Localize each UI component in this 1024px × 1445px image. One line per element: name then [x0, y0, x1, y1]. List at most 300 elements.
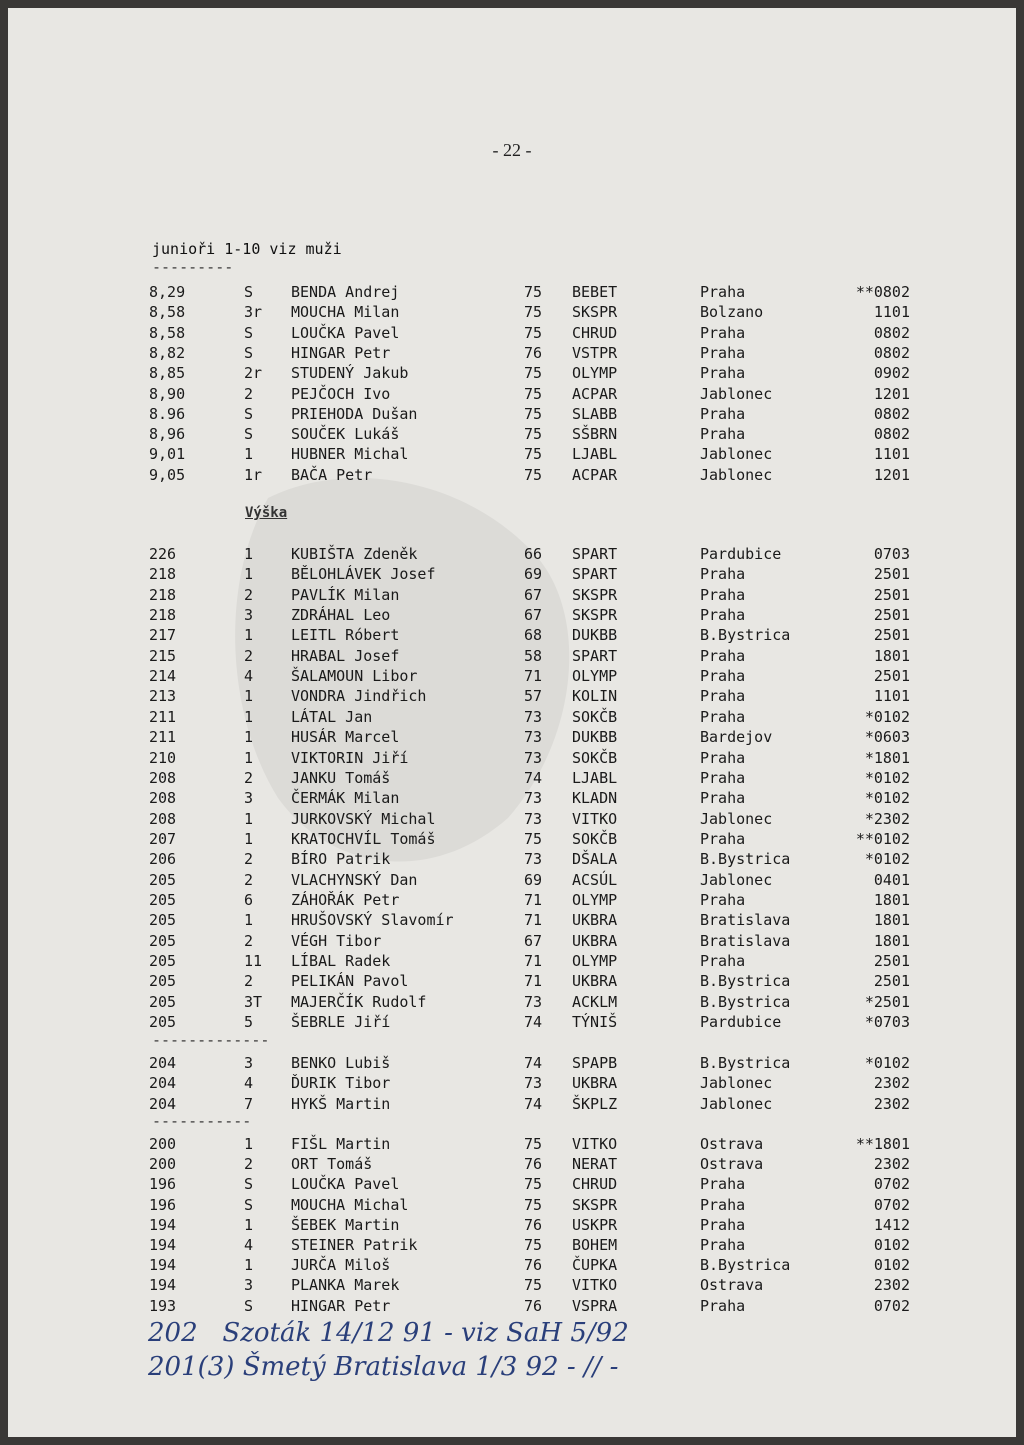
cell-date: *0102 — [864, 768, 910, 787]
cell-name: HYKŠ Martin — [291, 1094, 391, 1113]
cell-city: Bratislava — [700, 911, 791, 930]
cell-place: 3 — [244, 606, 254, 625]
cell-year: 75 — [524, 465, 543, 484]
cell-club: UKBRA — [572, 911, 618, 930]
cell-place: 3 — [244, 1054, 254, 1072]
cell-city: Praha — [700, 1236, 746, 1254]
cell-val: 196 — [149, 1195, 177, 1214]
cell-name: HRUŠOVSKÝ Slavomír — [291, 911, 454, 930]
table-row — [8, 769, 1016, 789]
cell-city: Jablonec — [700, 1094, 773, 1113]
cell-date: *0102 — [864, 1054, 910, 1072]
cell-club: SPART — [572, 565, 618, 584]
cell-city: Pardubice — [700, 1013, 782, 1032]
cell-val: 204 — [149, 1054, 177, 1072]
cell-club: ACKLM — [572, 992, 618, 1011]
cell-city: B.Bystrica — [700, 1256, 791, 1275]
cell-city: Praha — [700, 404, 746, 423]
cell-city: Praha — [700, 323, 746, 342]
cell-name: STUDENÝ Jakub — [291, 364, 409, 383]
cell-date: *2501 — [864, 992, 910, 1011]
cell-year: 71 — [524, 890, 543, 909]
cell-city: B.Bystrica — [700, 992, 791, 1011]
cell-val: 8,82 — [149, 343, 186, 362]
table-row — [8, 1276, 1016, 1296]
separator-rule-1: ------------- — [152, 1031, 270, 1049]
cell-name: LOUČKA Pavel — [291, 323, 400, 342]
cell-place: 5 — [244, 1013, 254, 1032]
cell-club: BOHEM — [572, 1236, 618, 1254]
cell-val: 9,01 — [149, 445, 186, 464]
cell-club: TÝNIŠ — [572, 1013, 618, 1032]
cell-year: 74 — [524, 1054, 543, 1072]
cell-year: 75 — [524, 1236, 543, 1254]
cell-club: OLYMP — [572, 364, 618, 383]
table-row — [8, 972, 1016, 992]
table-row — [8, 545, 1016, 565]
table-row — [8, 586, 1016, 606]
cell-year: 57 — [524, 687, 543, 706]
cell-val: 9,05 — [149, 465, 186, 484]
cell-val: 211 — [149, 728, 177, 747]
cell-year: 66 — [524, 545, 543, 563]
cell-date: 1101 — [873, 303, 910, 322]
cell-club: VITKO — [572, 1276, 618, 1295]
cell-city: Bardejov — [700, 728, 773, 747]
cell-date: **1801 — [855, 1135, 910, 1153]
cell-place: S — [244, 323, 254, 342]
cell-val: 204 — [149, 1074, 177, 1093]
cell-place: 2 — [244, 384, 254, 403]
cell-club: OLYMP — [572, 667, 618, 686]
cell-year: 76 — [524, 1215, 543, 1234]
cell-club: VITKO — [572, 809, 618, 828]
cell-city: Praha — [700, 364, 746, 383]
cell-place: 1 — [244, 911, 254, 930]
cell-year: 71 — [524, 952, 543, 970]
cell-date: 2501 — [873, 667, 910, 686]
cell-name: ĎURIK Tibor — [291, 1074, 391, 1093]
table-row — [8, 647, 1016, 667]
list-heading: junioři 1-10 viz muži — [152, 240, 342, 258]
cell-city: Praha — [700, 565, 746, 584]
cell-year: 75 — [524, 364, 543, 383]
cell-city: Praha — [700, 829, 746, 848]
cell-year: 67 — [524, 931, 543, 950]
cell-name: JANKU Tomáš — [291, 768, 391, 787]
cell-club: KLADN — [572, 789, 618, 808]
cell-city: Praha — [700, 606, 746, 625]
cell-place: 3T — [244, 992, 263, 1011]
cell-val: 208 — [149, 768, 177, 787]
table-row — [8, 891, 1016, 911]
cell-year: 74 — [524, 768, 543, 787]
cell-club: NERAT — [572, 1155, 618, 1174]
table-row — [8, 364, 1016, 384]
cell-year: 73 — [524, 850, 543, 869]
handwritten-note-1: 202 Szoták 14/12 91 - viz SaH 5/92 — [148, 1318, 629, 1348]
cell-date: 2501 — [873, 952, 910, 970]
table-row — [8, 993, 1016, 1013]
table-row — [8, 606, 1016, 626]
cell-year: 76 — [524, 1155, 543, 1174]
cell-club: UKBRA — [572, 972, 618, 991]
cell-club: OLYMP — [572, 890, 618, 909]
cell-city: Praha — [700, 1215, 746, 1234]
cell-year: 74 — [524, 1094, 543, 1113]
cell-name: BÍRO Patrik — [291, 850, 391, 869]
cell-place: 2 — [244, 870, 254, 889]
cell-club: ČUPKA — [572, 1256, 618, 1275]
cell-val: 205 — [149, 952, 177, 970]
cell-place: S — [244, 343, 254, 362]
cell-place: 1 — [244, 829, 254, 848]
cell-val: 218 — [149, 606, 177, 625]
cell-club: ACSÚL — [572, 870, 618, 889]
cell-club: DUKBB — [572, 626, 618, 645]
table-row — [8, 324, 1016, 344]
cell-club: SKSPR — [572, 585, 618, 604]
table-row — [8, 466, 1016, 486]
cell-date: 0802 — [873, 323, 910, 342]
cell-val: 207 — [149, 829, 177, 848]
cell-date: 2302 — [873, 1094, 910, 1113]
cell-club: SOKČB — [572, 829, 618, 848]
cell-date: 1101 — [873, 445, 910, 464]
cell-name: ZDRÁHAL Leo — [291, 606, 391, 625]
document-page — [8, 8, 1016, 1437]
cell-club: DUKBB — [572, 728, 618, 747]
cell-club: OLYMP — [572, 952, 618, 970]
cell-name: MOUCHA Michal — [291, 1195, 409, 1214]
cell-val: 226 — [149, 545, 177, 563]
cell-place: 7 — [244, 1094, 254, 1113]
cell-place: S — [244, 1195, 254, 1214]
cell-year: 58 — [524, 646, 543, 665]
cell-name: HUSÁR Marcel — [291, 728, 400, 747]
cell-city: Ostrava — [700, 1155, 764, 1174]
cell-val: 193 — [149, 1296, 177, 1315]
cell-place: 2r — [244, 364, 263, 383]
cell-date: *0102 — [864, 707, 910, 726]
cell-name: BENKO Lubiš — [291, 1054, 391, 1072]
cell-place: 4 — [244, 667, 254, 686]
cell-city: Praha — [700, 890, 746, 909]
cell-date: 2501 — [873, 626, 910, 645]
cell-date: *0603 — [864, 728, 910, 747]
cell-year: 73 — [524, 1074, 543, 1093]
cell-year: 75 — [524, 323, 543, 342]
table-row — [8, 1074, 1016, 1094]
section-title-high-jump: Výška — [245, 505, 288, 521]
cell-place: 1 — [244, 1215, 254, 1234]
cell-name: KUBIŠTA Zdeněk — [291, 545, 418, 563]
cell-year: 69 — [524, 565, 543, 584]
cell-date: **0102 — [855, 829, 910, 848]
cell-city: Praha — [700, 343, 746, 362]
cell-club: UKBRA — [572, 931, 618, 950]
cell-place: S — [244, 425, 254, 444]
cell-name: ČERMÁK Milan — [291, 789, 400, 808]
cell-year: 73 — [524, 809, 543, 828]
table-row — [8, 1175, 1016, 1195]
cell-val: 194 — [149, 1236, 177, 1254]
cell-year: 73 — [524, 707, 543, 726]
cell-date: 0102 — [873, 1236, 910, 1254]
cell-year: 75 — [524, 1135, 543, 1153]
cell-date: 0401 — [873, 870, 910, 889]
cell-val: 210 — [149, 748, 177, 767]
cell-val: 200 — [149, 1155, 177, 1174]
cell-place: 1 — [244, 545, 254, 563]
cell-date: 0102 — [873, 1256, 910, 1275]
cell-name: STEINER Patrik — [291, 1236, 418, 1254]
table-row — [8, 850, 1016, 870]
cell-club: SKSPR — [572, 606, 618, 625]
cell-place: 11 — [244, 952, 263, 970]
cell-name: ORT Tomáš — [291, 1155, 373, 1174]
cell-name: HINGAR Petr — [291, 343, 391, 362]
table-row — [8, 749, 1016, 769]
cell-date: 1801 — [873, 890, 910, 909]
cell-place: 4 — [244, 1236, 254, 1254]
table-row — [8, 425, 1016, 445]
cell-year: 74 — [524, 1013, 543, 1032]
cell-city: Praha — [700, 646, 746, 665]
cell-year: 69 — [524, 870, 543, 889]
cell-name: LÍBAL Radek — [291, 952, 391, 970]
cell-date: 1801 — [873, 646, 910, 665]
cell-val: 196 — [149, 1175, 177, 1194]
cell-place: S — [244, 1175, 254, 1194]
cell-year: 73 — [524, 789, 543, 808]
cell-name: MOUCHA Milan — [291, 303, 400, 322]
cell-name: PRIEHODA Dušan — [291, 404, 418, 423]
cell-val: 204 — [149, 1094, 177, 1113]
cell-year: 76 — [524, 1256, 543, 1275]
cell-place: S — [244, 1296, 254, 1315]
cell-name: JURKOVSKÝ Michal — [291, 809, 436, 828]
cell-club: SPAPB — [572, 1054, 618, 1072]
cell-date: 1101 — [873, 687, 910, 706]
cell-club: BEBET — [572, 283, 618, 301]
cell-date: 2302 — [873, 1074, 910, 1093]
cell-club: CHRUD — [572, 1175, 618, 1194]
cell-name: LEITL Róbert — [291, 626, 400, 645]
cell-val: 208 — [149, 809, 177, 828]
cell-name: HUBNER Michal — [291, 445, 409, 464]
table-row — [8, 830, 1016, 850]
table-row — [8, 1216, 1016, 1236]
cell-name: ZÁHOŘÁK Petr — [291, 890, 400, 909]
cell-val: 8,29 — [149, 283, 186, 301]
table-row — [8, 687, 1016, 707]
cell-club: SKSPR — [572, 1195, 618, 1214]
cell-place: 1 — [244, 445, 254, 464]
table-row — [8, 1155, 1016, 1175]
cell-date: 1801 — [873, 911, 910, 930]
cell-date: 0802 — [873, 404, 910, 423]
cell-year: 75 — [524, 1195, 543, 1214]
cell-name: VIKTORIN Jiří — [291, 748, 409, 767]
cell-place: 1 — [244, 748, 254, 767]
page-number: - 22 - — [492, 140, 532, 160]
cell-date: 2501 — [873, 585, 910, 604]
cell-club: VITKO — [572, 1135, 618, 1153]
cell-place: 2 — [244, 585, 254, 604]
cell-club: ŠKPLZ — [572, 1094, 618, 1113]
cell-year: 75 — [524, 303, 543, 322]
cell-city: Praha — [700, 768, 746, 787]
cell-city: B.Bystrica — [700, 1054, 791, 1072]
table-row — [8, 789, 1016, 809]
cell-club: DŠALA — [572, 850, 618, 869]
cell-val: 205 — [149, 1013, 177, 1032]
cell-city: Praha — [700, 425, 746, 444]
cell-val: 8,58 — [149, 323, 186, 342]
cell-val: 217 — [149, 626, 177, 645]
cell-date: 0702 — [873, 1175, 910, 1194]
cell-club: SŠBRN — [572, 425, 618, 444]
cell-name: ŠEBEK Martin — [291, 1215, 400, 1234]
cell-date: 0802 — [873, 343, 910, 362]
table-row — [8, 708, 1016, 728]
cell-name: VONDRA Jindřich — [291, 687, 427, 706]
cell-club: VSPRA — [572, 1296, 618, 1315]
cell-year: 76 — [524, 343, 543, 362]
table-row — [8, 667, 1016, 687]
cell-val: 211 — [149, 707, 177, 726]
cell-club: UKBRA — [572, 1074, 618, 1093]
cell-place: 3r — [244, 303, 263, 322]
cell-name: ŠALAMOUN Libor — [291, 667, 418, 686]
cell-place: 1 — [244, 687, 254, 706]
cell-date: 0703 — [873, 545, 910, 563]
table-row — [8, 303, 1016, 323]
table-row — [8, 871, 1016, 891]
cell-date: 1201 — [873, 384, 910, 403]
cell-city: Jablonec — [700, 809, 773, 828]
cell-date: *0102 — [864, 789, 910, 808]
table-row — [8, 445, 1016, 465]
cell-val: 205 — [149, 931, 177, 950]
cell-place: 1 — [244, 728, 254, 747]
cell-name: KRATOCHVÍL Tomáš — [291, 829, 436, 848]
table-row — [8, 911, 1016, 931]
cell-year: 75 — [524, 384, 543, 403]
cell-club: ACPAR — [572, 465, 618, 484]
cell-name: LOUČKA Pavel — [291, 1175, 400, 1194]
cell-city: Praha — [700, 1175, 746, 1194]
cell-date: 2501 — [873, 606, 910, 625]
cell-val: 8,96 — [149, 425, 186, 444]
cell-year: 73 — [524, 992, 543, 1011]
cell-club: VSTPR — [572, 343, 618, 362]
cell-city: Jablonec — [700, 384, 773, 403]
table-row — [8, 1256, 1016, 1276]
cell-city: Bratislava — [700, 931, 791, 950]
cell-city: Praha — [700, 1195, 746, 1214]
cell-city: Ostrava — [700, 1276, 764, 1295]
cell-name: JURČA Miloš — [291, 1256, 391, 1275]
cell-city: Praha — [700, 283, 746, 301]
table-row — [8, 1135, 1016, 1155]
cell-year: 75 — [524, 1175, 543, 1194]
cell-val: 194 — [149, 1256, 177, 1275]
table-row — [8, 810, 1016, 830]
cell-name: PEJČOCH Ivo — [291, 384, 391, 403]
cell-club: SPART — [572, 646, 618, 665]
cell-year: 75 — [524, 425, 543, 444]
cell-club: SOKČB — [572, 707, 618, 726]
cell-date: 1412 — [873, 1215, 910, 1234]
cell-name: BĚLOHLÁVEK Josef — [291, 565, 436, 584]
cell-year: 75 — [524, 404, 543, 423]
cell-place: 2 — [244, 850, 254, 869]
cell-date: **0802 — [855, 283, 910, 301]
cell-city: Pardubice — [700, 545, 782, 563]
cell-club: KOLIN — [572, 687, 618, 706]
cell-place: 1r — [244, 465, 263, 484]
cell-year: 67 — [524, 606, 543, 625]
cell-place: 1 — [244, 707, 254, 726]
cell-date: 0802 — [873, 425, 910, 444]
separator-rule-2: ----------- — [152, 1112, 252, 1130]
cell-place: 1 — [244, 1135, 254, 1153]
cell-place: 1 — [244, 1256, 254, 1275]
cell-name: FIŠL Martin — [291, 1135, 391, 1153]
cell-year: 73 — [524, 728, 543, 747]
cell-date: 1201 — [873, 465, 910, 484]
cell-year: 67 — [524, 585, 543, 604]
cell-name: HRABAL Josef — [291, 646, 400, 665]
cell-val: 218 — [149, 585, 177, 604]
table-row — [8, 283, 1016, 303]
cell-date: 2501 — [873, 565, 910, 584]
cell-club: USKPR — [572, 1215, 618, 1234]
cell-year: 75 — [524, 829, 543, 848]
cell-name: SOUČEK Lukáš — [291, 425, 400, 444]
cell-date: *1801 — [864, 748, 910, 767]
cell-val: 206 — [149, 850, 177, 869]
table-row — [8, 1297, 1016, 1317]
cell-val: 8,90 — [149, 384, 186, 403]
cell-city: Praha — [700, 585, 746, 604]
cell-name: VLACHYNSKÝ Dan — [291, 870, 418, 889]
cell-name: PLANKA Marek — [291, 1276, 400, 1295]
cell-place: 2 — [244, 1155, 254, 1174]
cell-val: 8.96 — [149, 404, 186, 423]
cell-city: Ostrava — [700, 1135, 764, 1153]
cell-club: SKSPR — [572, 303, 618, 322]
cell-city: Praha — [700, 1296, 746, 1315]
table-row — [8, 626, 1016, 646]
cell-date: 0702 — [873, 1195, 910, 1214]
cell-name: PAVLÍK Milan — [291, 585, 400, 604]
cell-date: 0902 — [873, 364, 910, 383]
cell-place: 3 — [244, 1276, 254, 1295]
cell-place: 2 — [244, 646, 254, 665]
table-row — [8, 385, 1016, 405]
cell-date: 2302 — [873, 1155, 910, 1174]
cell-year: 76 — [524, 1296, 543, 1315]
cell-val: 200 — [149, 1135, 177, 1153]
cell-val: 205 — [149, 890, 177, 909]
cell-city: Praha — [700, 748, 746, 767]
handwritten-note-2: 201(3) Šmetý Bratislava 1/3 92 - // - — [148, 1352, 619, 1382]
table-row — [8, 952, 1016, 972]
cell-date: *2302 — [864, 809, 910, 828]
